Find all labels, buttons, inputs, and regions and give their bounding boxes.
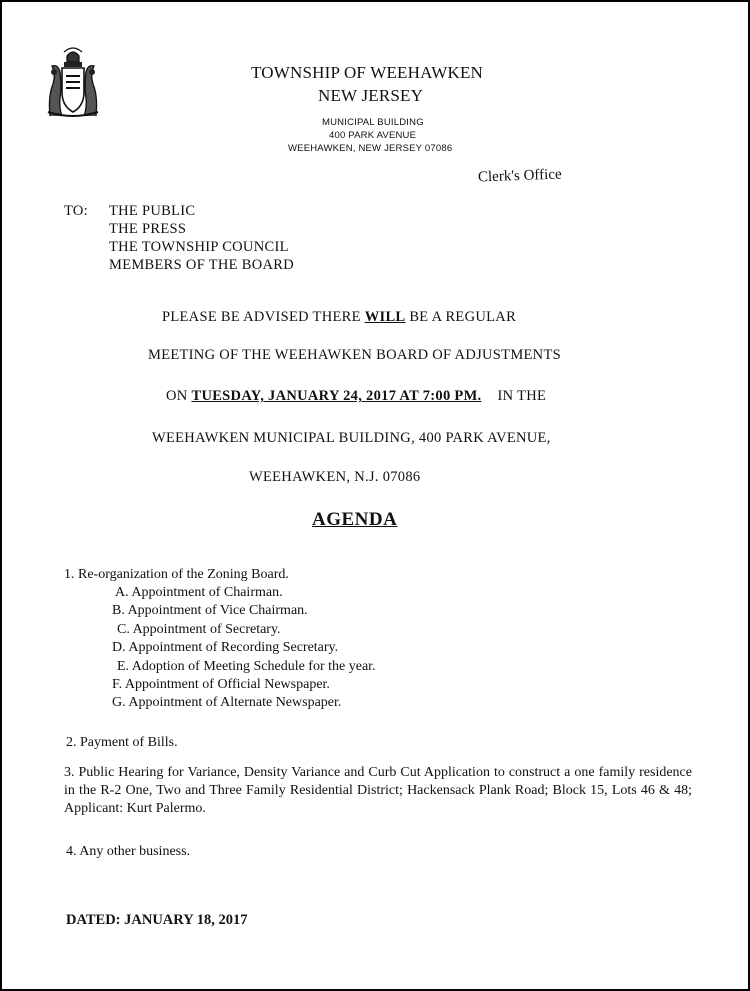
notice-line-3 xyxy=(166,388,546,405)
agenda-item-3: 3. Public Hearing for Variance, Density Variance and Curb Cut Application to construct a one family residence in the R-2 One, Two and Three Family Residential District; Hackensack Plank Road; Block 15, Lots 46 & 48; Applicant: Kurt Palermo. xyxy=(64,765,692,816)
notice-line-1-bold: WILL xyxy=(364,309,406,325)
agenda-item-2: 2. Payment of Bills. xyxy=(66,735,178,750)
notice-line-3-post: IN THE xyxy=(497,388,547,404)
agenda-subitem-b: B. Appointment of Vice Chairman. xyxy=(112,603,308,618)
agenda-item-4: 4. Any other business. xyxy=(66,844,191,859)
notice-line-1-post: BE A REGULAR xyxy=(405,309,517,325)
clerks-office: Clerk's Office xyxy=(477,166,562,186)
agenda-subitem-g: G. Appointment of Alternate Newspaper. xyxy=(112,695,342,710)
agenda-title: AGENDA xyxy=(312,509,398,530)
notice-line-2: MEETING OF THE WEEHAWKEN BOARD OF ADJUSTMENTS xyxy=(148,347,561,363)
agenda-subitem-a: A. Appointment of Chairman. xyxy=(115,585,283,600)
notice-line-3-pre: ON xyxy=(166,388,192,404)
recipient-council: THE TOWNSHIP COUNCIL xyxy=(109,239,289,255)
to-label: TO: xyxy=(64,203,88,219)
agenda-item-1: 1. Re-organization of the Zoning Board. xyxy=(64,567,289,582)
notice-line-5: WEEHAWKEN, N.J. 07086 xyxy=(249,469,421,485)
state-seal-icon xyxy=(44,46,102,118)
notice-line-1-pre: PLEASE BE ADVISED THERE xyxy=(162,309,365,325)
meeting-date: TUESDAY, JANUARY 24, 2017 AT 7:00 PM. xyxy=(191,388,482,404)
address-city: WEEHAWKEN, NEW JERSEY 07086 xyxy=(288,143,453,154)
address-street: 400 PARK AVENUE xyxy=(329,130,417,141)
recipient-public: THE PUBLIC xyxy=(109,203,196,219)
notice-line-4: WEEHAWKEN MUNICIPAL BUILDING, 400 PARK AVENUE, xyxy=(152,430,551,446)
address-building: MUNICIPAL BUILDING xyxy=(322,117,424,128)
agenda-subitem-c: C. Appointment of Secretary. xyxy=(117,622,281,637)
agenda-subitem-f: F. Appointment of Official Newspaper. xyxy=(112,677,330,692)
recipient-press: THE PRESS xyxy=(109,221,187,237)
notice-line-1 xyxy=(162,309,516,326)
recipient-board: MEMBERS OF THE BOARD xyxy=(109,257,294,273)
header-township: TOWNSHIP OF WEEHAWKEN xyxy=(251,63,484,82)
agenda-subitem-d: D. Appointment of Recording Secretary. xyxy=(112,640,339,655)
agenda-subitem-e: E. Adoption of Meeting Schedule for the year. xyxy=(117,659,376,674)
header-state: NEW JERSEY xyxy=(318,86,424,105)
dated-line: DATED: JANUARY 18, 2017 xyxy=(66,912,248,928)
